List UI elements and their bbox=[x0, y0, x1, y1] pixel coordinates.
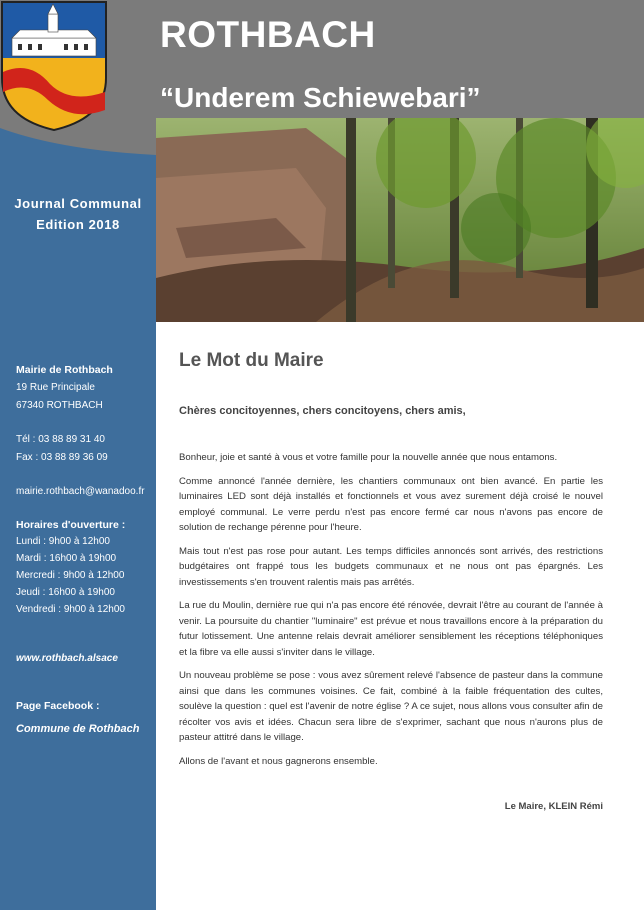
hours-item: Vendredi : 9h00 à 12h00 bbox=[16, 604, 125, 615]
hours-item: Lundi : 9h00 à 12h00 bbox=[16, 536, 110, 547]
mairie-name: Mairie de Rothbach bbox=[16, 364, 113, 376]
journal-title: Journal Communal bbox=[14, 196, 142, 211]
hours-item: Jeudi : 16h00 à 19h00 bbox=[16, 587, 115, 598]
article-paragraph: La rue du Moulin, dernière rue qui n'a pas encore été rénovée, devrait l'être au courant de l'année à venir. La poursuite du chantier "luminaire" est prévue et nous travaillons encore à la préparation du futur lotissement. Une antenne relais devrait améliorer sensiblement les réceptions téléphoniques et la fibre va elle aussi s'inviter dans le village. bbox=[179, 600, 603, 658]
fax-number: Fax : 03 88 89 36 09 bbox=[16, 452, 108, 463]
article-paragraph: Bonheur, joie et santé à vous et votre famille pour la nouvelle année que nous entamons. bbox=[179, 452, 558, 463]
hours-item: Mardi : 16h00 à 19h00 bbox=[16, 553, 117, 564]
forest-photo bbox=[156, 118, 644, 322]
phone-number: Tél : 03 88 89 31 40 bbox=[16, 434, 105, 445]
mayor-signature: Le Maire, KLEIN Rémi bbox=[504, 801, 603, 812]
facebook-link[interactable]: Commune de Rothbach bbox=[16, 723, 140, 735]
journal-edition: Edition 2018 bbox=[36, 217, 120, 232]
opening-hours-title: Horaires d'ouverture : bbox=[16, 519, 126, 531]
website-link[interactable]: www.rothbach.alsace bbox=[16, 653, 118, 664]
article-paragraph: Un nouveau problème se pose : vous avez sûrement relevé l'absence de pasteur dans la commune ainsi que dans les communes voisines. Ce fait, combiné à la faible fréquentation des cultes, soulève la question : quel est l'avenir de notre église ? A ce sujet, nous allons vous consulter afin de récolter vos avis et idées. Chacun sera libre de s'exprimer, sachant que nous n'aurons plus de pasteur attitré dans le village. bbox=[179, 670, 603, 743]
article-paragraph: Comme annoncé l'année dernière, les chantiers communaux ont bien avancé. En partie les luminaires LED sont déjà installés et fonctionnels et vous avez surement déjà croisé le nouvel employé communal. Le verre perdu n'est pas encore fermé car nous n'avons pas encore de solution de rechange pérenne pour l'heure. bbox=[179, 475, 603, 533]
journal-info bbox=[0, 193, 156, 235]
hours-item: Mercredi : 9h00 à 12h00 bbox=[16, 570, 125, 581]
sidebar bbox=[0, 155, 156, 910]
article-heading: Le Mot du Maire bbox=[179, 350, 324, 371]
article-body bbox=[179, 450, 603, 777]
address-street: 19 Rue Principale bbox=[16, 382, 95, 393]
town-title: ROTHBACH bbox=[160, 14, 376, 55]
town-motto: “Underem Schiewebari” bbox=[160, 82, 481, 113]
email-address: mairie.rothbach@wanadoo.fr bbox=[16, 486, 145, 497]
facebook-title: Page Facebook : bbox=[16, 700, 100, 712]
article-salutation: Chères concitoyennes, chers concitoyens, chers amis, bbox=[179, 405, 466, 417]
article-paragraph: Allons de l'avant et nous gagnerons ensemble. bbox=[179, 755, 378, 767]
address-city: 67340 ROTHBACH bbox=[16, 400, 103, 411]
coat-of-arms-logo bbox=[0, 0, 108, 132]
article-paragraph: Mais tout n'est pas rose pour autant. Les temps difficiles annoncés sont arrivés, des restrictions budgétaires ont frappé tous les budgets communaux et ne nous ont pas épargnés. Les investissements s'en trouvent ralentis mais pas arrêtés. bbox=[179, 545, 603, 588]
